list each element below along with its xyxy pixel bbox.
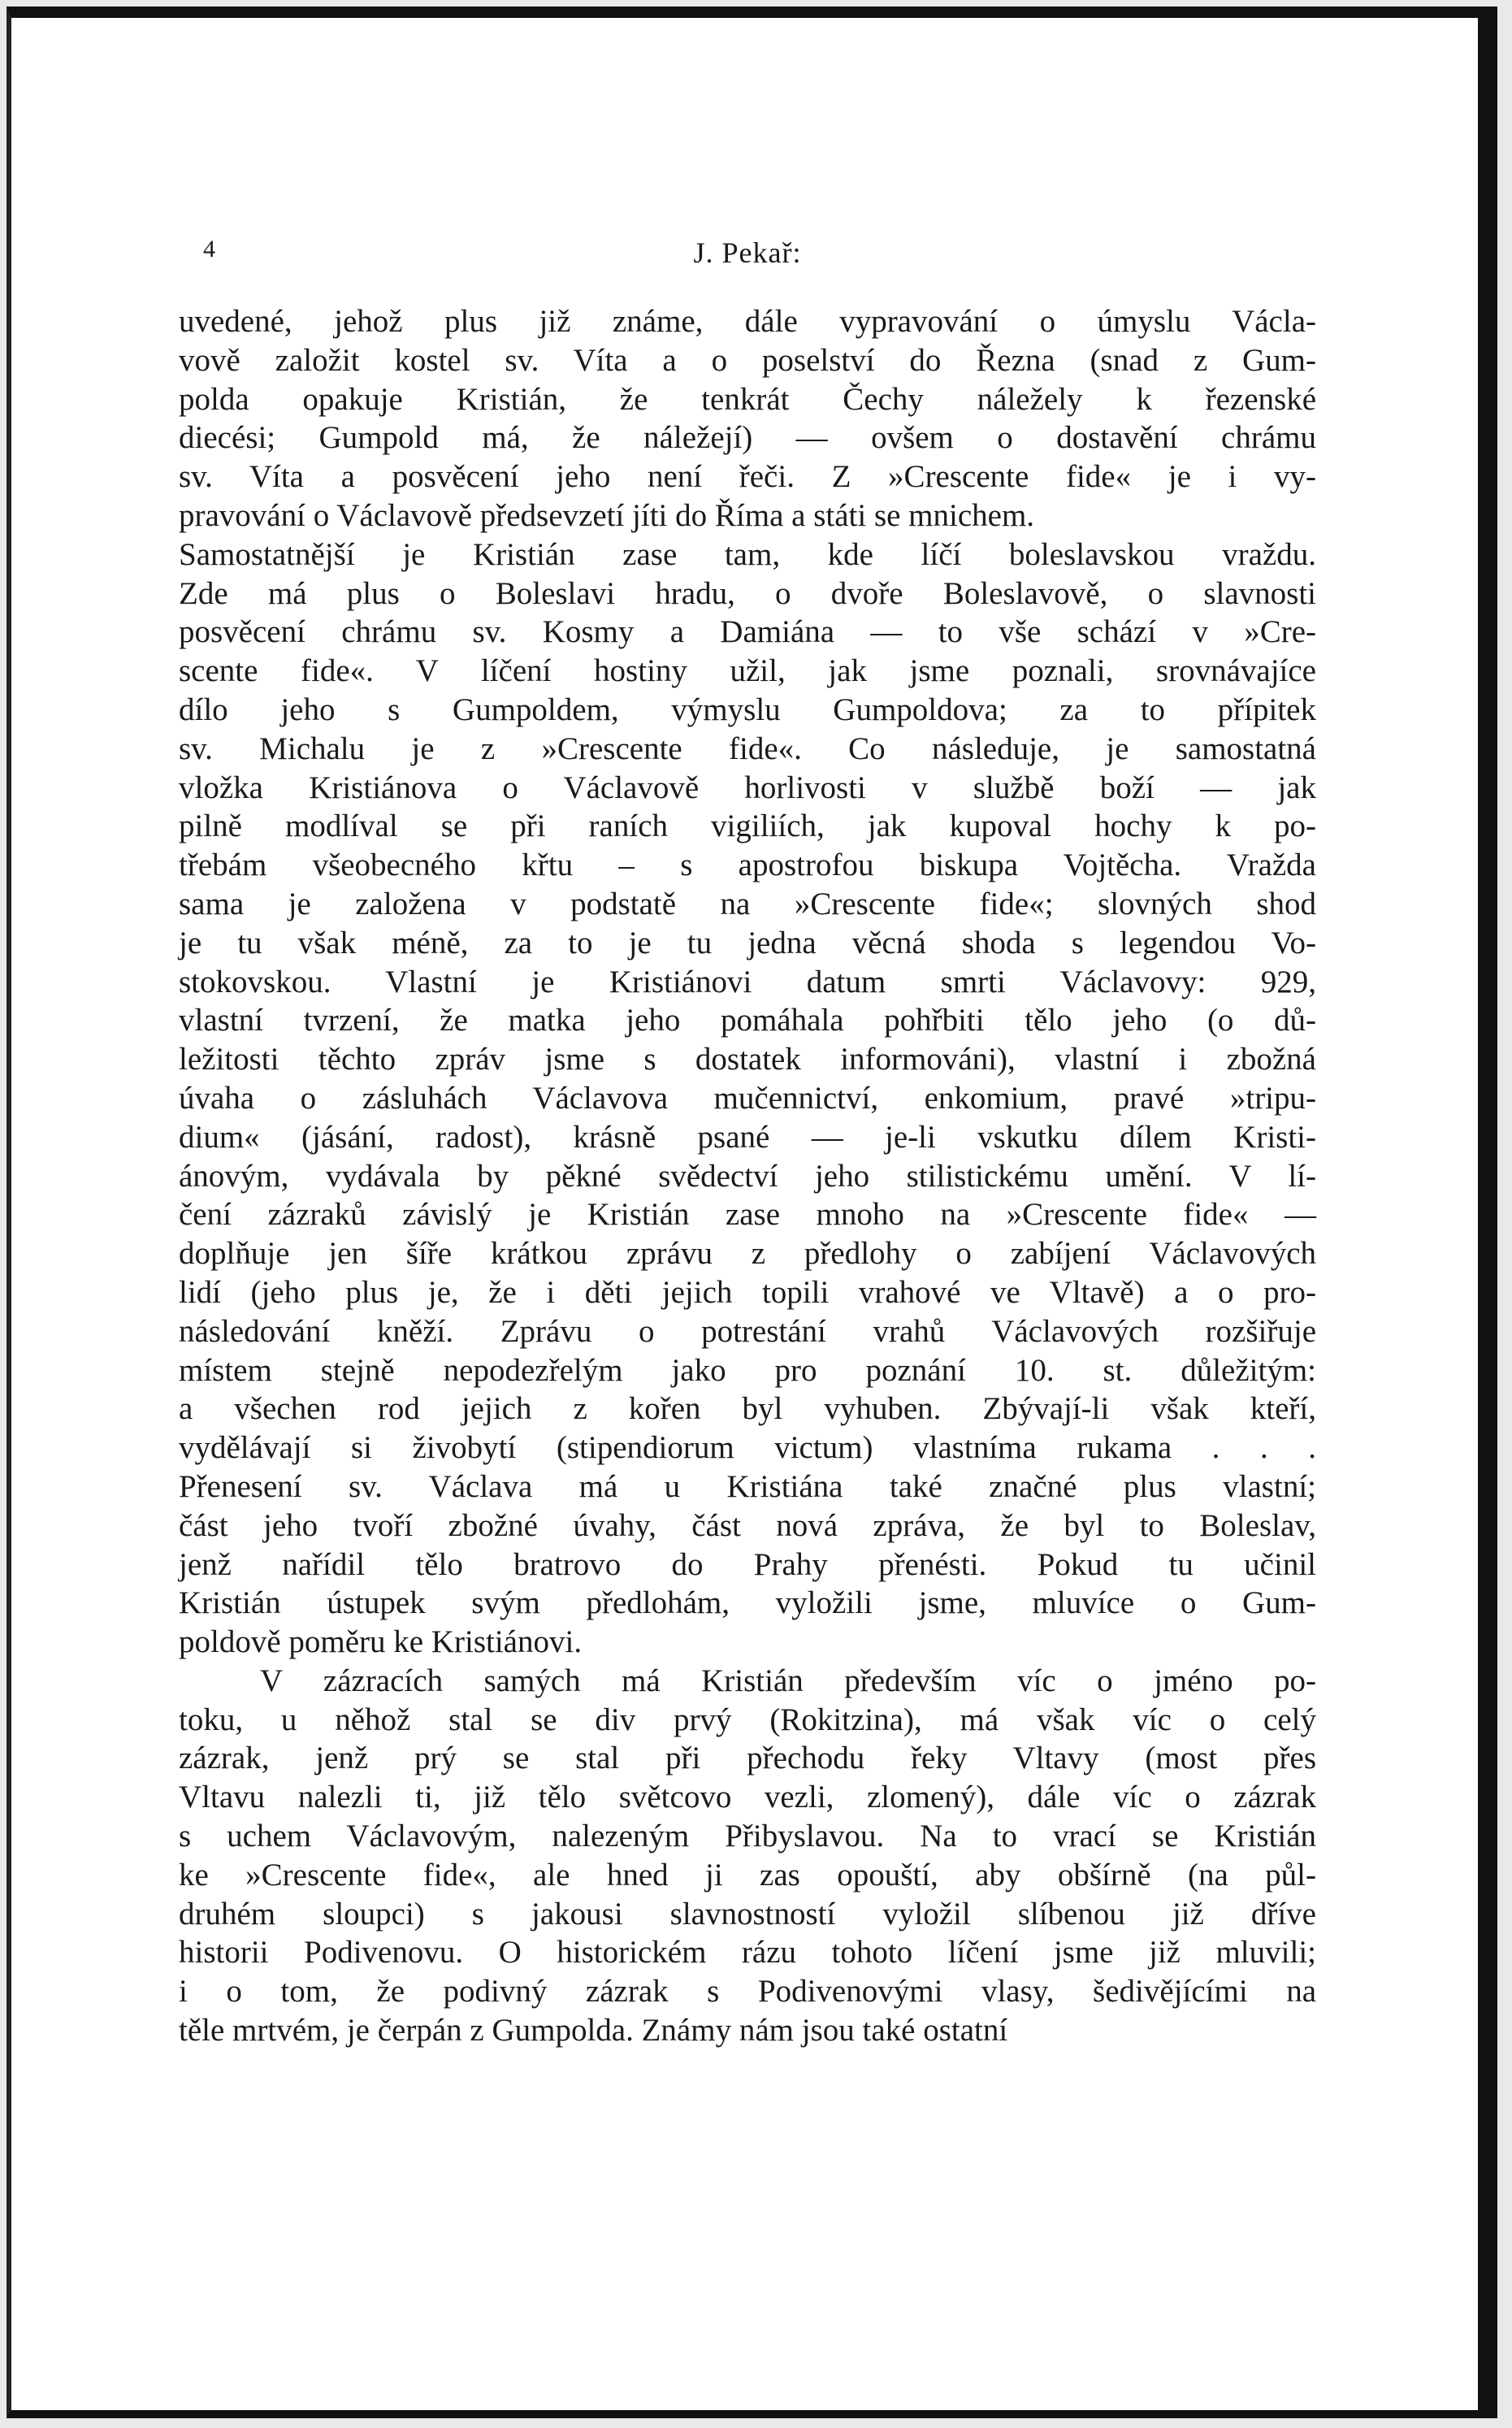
text-line: doplňuje jen šíře krátkou zprávu z předlohy o zabíjení Václavových bbox=[179, 1236, 1316, 1272]
text-line: historii Podivenovu. O historickém rázu tohoto líčení jsme již mluvili; bbox=[179, 1935, 1316, 1971]
text-line: druhém sloupci) s jakousi slavnostností vyložil slíbenou již dříve bbox=[179, 1896, 1316, 1932]
text-line: zázrak, jenž prý se stal při přechodu řeky Vltavy (most přes bbox=[179, 1741, 1316, 1776]
text-line: místem stejně nepodezřelým jako pro poznání 10. st. důležitým: bbox=[179, 1352, 1316, 1388]
text-line: sv. Michalu je z »Crescente fide«. Co následuje, je samostatná bbox=[179, 731, 1316, 766]
text-line: třebám všeobecného křtu – s apostrofou biskupa Vojtěcha. Vražda bbox=[179, 848, 1316, 883]
text-line: Přenesení sv. Václava má u Kristiána také značné plus vlastní; bbox=[179, 1468, 1316, 1504]
text-line: vydělávají si živobytí (stipendiorum victum) vlastníma rukama . . . bbox=[179, 1430, 1316, 1466]
text-line: vložka Kristiánova o Václavově horlivosti v službě boží — jak bbox=[179, 770, 1316, 805]
text-line: Kristián ústupek svým předlohám, vyložili jsme, mluvíce o Gum- bbox=[179, 1585, 1316, 1621]
text-line: s uchem Václavovým, nalezeným Přibyslavou. Na to vrací se Kristián bbox=[179, 1819, 1316, 1854]
text-line: úvaha o zásluhách Václavova mučennictví, enkomium, pravé »tripu- bbox=[179, 1080, 1316, 1116]
text-line: dílo jeho s Gumpoldem, výmyslu Gumpoldova; za to přípitek bbox=[179, 692, 1316, 727]
text-line: posvěcení chrámu sv. Kosmy a Damiána — to vše schází v »Cre- bbox=[179, 614, 1316, 650]
paragraph-3 bbox=[179, 1662, 1316, 2050]
text-line: i o tom, že podivný zázrak s Podivenovými vlasy, šedivějícími na bbox=[179, 1974, 1316, 2010]
text-line: část jeho tvoří zbožné úvahy, část nová zpráva, že byl to Boleslav, bbox=[179, 1507, 1316, 1543]
text-line: vově založit kostel sv. Víta a o poselství do Řezna (snad z Gum- bbox=[179, 342, 1316, 378]
text-line: dium« (jásání, radost), krásně psané — je-li vskutku dílem Kristi- bbox=[179, 1119, 1316, 1155]
page-number: 4 bbox=[203, 236, 215, 262]
text-line: a všechen rod jejich z kořen byl vyhuben. Zbývají-li však kteří, bbox=[179, 1391, 1316, 1427]
text-line: pravování o Václavově předsevzetí jíti do Říma a státi se mnichem. bbox=[179, 497, 1035, 533]
text-line: uvedené, jehož plus již známe, dále vypravování o úmyslu Václa- bbox=[179, 304, 1316, 339]
text-line: Zde má plus o Boleslavi hradu, o dvoře Boleslavově, o slavnosti bbox=[179, 575, 1316, 611]
text-line: jenž nařídil tělo bratrovo do Prahy přenésti. Pokud tu učinil bbox=[179, 1546, 1316, 1582]
text-line: scente fide«. V líčení hostiny užil, jak jsme poznali, srovnávajíce bbox=[179, 653, 1316, 689]
text-line: je tu však méně, za to je tu jedna věcná shoda s legendou Vo- bbox=[179, 925, 1316, 960]
text-line: V zázracích samých má Kristián především víc o jméno po- bbox=[260, 1663, 1316, 1698]
paragraph-1 bbox=[179, 302, 1316, 535]
body-text bbox=[179, 302, 1316, 2050]
running-head: J. Pekař: bbox=[693, 236, 802, 269]
text-line: sama je založena v podstatě na »Crescente fide«; slovných shod bbox=[179, 886, 1316, 921]
page-header bbox=[179, 229, 1316, 278]
book-page bbox=[179, 229, 1316, 2050]
text-line: ke »Crescente fide«, ale hned ji zas opouští, aby obšírně (na půl- bbox=[179, 1857, 1316, 1893]
text-line: následování kněží. Zprávu o potrestání vrahů Václavových rozšiřuje bbox=[179, 1313, 1316, 1349]
text-line: Samostatnější je Kristián zase tam, kde líčí boleslavskou vraždu. bbox=[179, 536, 1316, 572]
text-line: stokovskou. Vlastní je Kristiánovi datum smrti Václavovy: 929, bbox=[179, 964, 1316, 999]
text-line: sv. Víta a posvěcení jeho není řeči. Z »Crescente fide« je i vy- bbox=[179, 459, 1316, 495]
text-line: těle mrtvém, je čerpán z Gumpolda. Známy nám jsou také ostatní bbox=[179, 2013, 1008, 2049]
text-line: diecési; Gumpold má, že náležejí) — ovšem o dostavění chrámu bbox=[179, 420, 1316, 456]
text-line: lidí (jeho plus je, že i děti jejich topili vrahové ve Vltavě) a o pro- bbox=[179, 1274, 1316, 1310]
text-line: toku, u něhož stal se div prvý (Rokitzina), má však víc o celý bbox=[179, 1702, 1316, 1737]
paragraph-2 bbox=[179, 535, 1316, 1662]
text-line: čení zázraků závislý je Kristián zase mnoho na »Crescente fide« — bbox=[179, 1197, 1316, 1233]
text-line: vlastní tvrzení, že matka jeho pomáhala pohřbiti tělo jeho (o dů- bbox=[179, 1003, 1316, 1038]
text-line: ležitosti těchto zpráv jsme s dostatek informováni), vlastní i zbožná bbox=[179, 1042, 1316, 1077]
text-line: ánovým, vydávala by pěkné svědectví jeho stilistickému umění. V lí- bbox=[179, 1158, 1316, 1194]
text-line: polda opakuje Kristián, že tenkrát Čechy náležely k řezenské bbox=[179, 381, 1316, 417]
text-line: pilně modlíval se při raních vigiliích, jak kupoval hochy k po- bbox=[179, 809, 1316, 844]
text-line: Vltavu nalezli ti, již tělo světcovo vezli, zlomený), dále víc o zázrak bbox=[179, 1780, 1316, 1815]
text-line: poldově poměru ke Kristiánovi. bbox=[179, 1624, 583, 1660]
